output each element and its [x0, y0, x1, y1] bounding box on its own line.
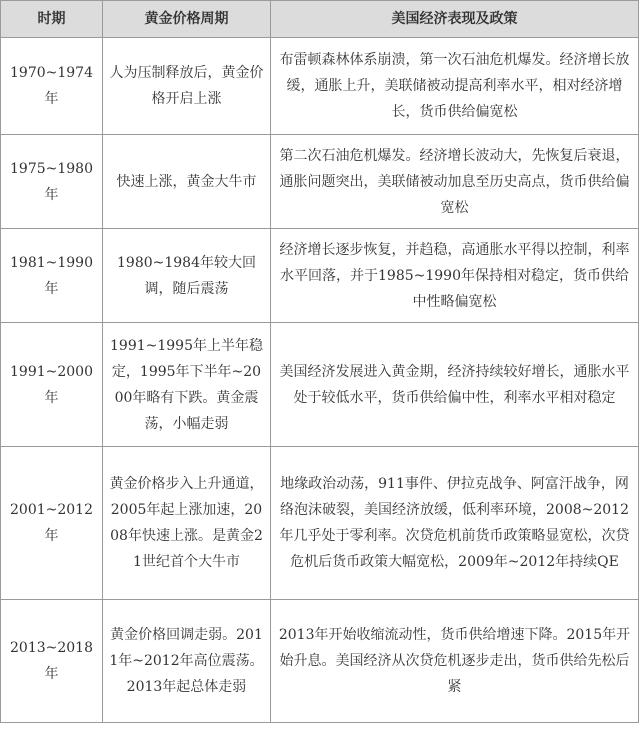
gold-cycle-cell: 黄金价格回调走弱。2011年~2012年高位震荡。2013年起总体走弱 [103, 600, 271, 723]
gold-cycle-cell: 快速上涨，黄金大牛市 [103, 135, 271, 229]
header-gold-cycle: 黄金价格周期 [103, 1, 271, 38]
table-row [1, 38, 639, 135]
table-row [1, 600, 639, 723]
period-cell: 1981~1990年 [1, 229, 103, 323]
header-period: 时期 [1, 1, 103, 38]
policy-cell: 美国经济发展进入黄金期，经济持续较好增长，通胀水平处于较低水平，货币供给偏中性，利率水平相对稳定 [271, 323, 639, 447]
policy-cell: 地缘政治动荡，911事件、伊拉克战争、阿富汗战争，网络泡沫破裂，美国经济放缓，低利率环境，2008~2012年几乎处于零利率。次贷危机前货币政策略显宽松，次贷危机后货币政策大幅宽松，2009年~2012年持续QE [271, 447, 639, 600]
table-body [1, 38, 639, 723]
header-us-economy-policy: 美国经济表现及政策 [271, 1, 639, 38]
policy-cell: 布雷顿森林体系崩溃，第一次石油危机爆发。经济增长放缓，通胀上升，美联储被动提高利率水平，相对经济增长，货币供给偏宽松 [271, 38, 639, 135]
table-row [1, 447, 639, 600]
header-row [1, 1, 639, 38]
gold-cycle-cell: 人为压制释放后，黄金价格开启上涨 [103, 38, 271, 135]
gold-cycle-cell: 1991~1995年上半年稳定，1995年下半年~2000年略有下跌。黄金震荡，小幅走弱 [103, 323, 271, 447]
policy-cell: 2013年开始收缩流动性，货币供给增速下降。2015年开始升息。美国经济从次贷危机逐步走出，货币供给先松后紧 [271, 600, 639, 723]
table-row [1, 135, 639, 229]
period-cell: 2013~2018年 [1, 600, 103, 723]
policy-cell: 经济增长逐步恢复，并趋稳，高通胀水平得以控制，利率水平回落，并于1985~1990年保持相对稳定，货币供给中性略偏宽松 [271, 229, 639, 323]
gold-cycle-cell: 1980~1984年较大回调，随后震荡 [103, 229, 271, 323]
table-header [1, 1, 639, 38]
period-cell: 1970~1974年 [1, 38, 103, 135]
gold-cycle-cell: 黄金价格步入上升通道，2005年起上涨加速，2008年快速上涨。是黄金21世纪首个大牛市 [103, 447, 271, 600]
period-cell: 2001~2012年 [1, 447, 103, 600]
table-row [1, 229, 639, 323]
policy-cell: 第二次石油危机爆发。经济增长波动大，先恢复后衰退，通胀问题突出，美联储被动加息至历史高点，货币供给偏宽松 [271, 135, 639, 229]
period-cell: 1975~1980年 [1, 135, 103, 229]
table-row [1, 323, 639, 447]
period-cell: 1991~2000年 [1, 323, 103, 447]
